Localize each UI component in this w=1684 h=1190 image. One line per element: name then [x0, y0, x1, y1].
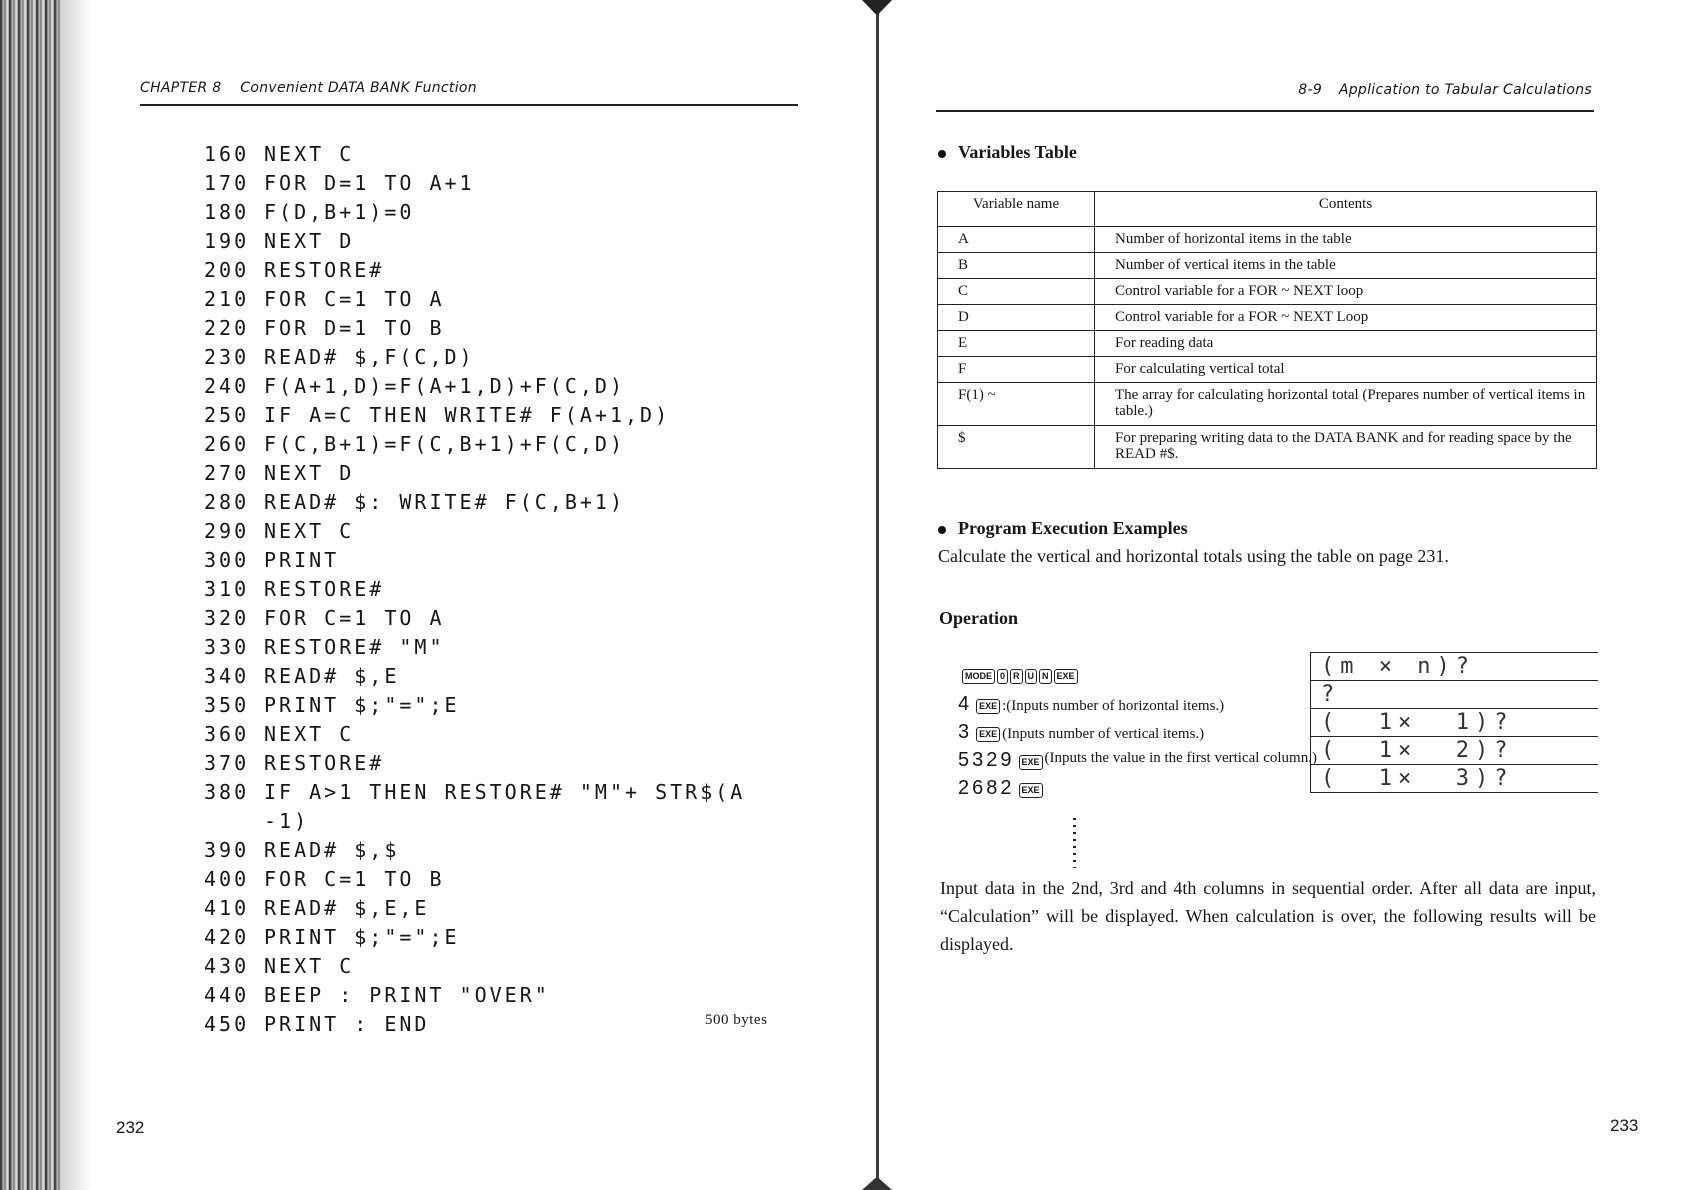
variable-contents-cell: Number of vertical items in the table	[1095, 253, 1597, 279]
code-line	[204, 952, 745, 981]
key-exe-icon: EXE	[1019, 755, 1043, 770]
lcd-display	[1310, 652, 1598, 793]
line-code: NEXT C	[264, 954, 355, 978]
line-number: 330	[204, 635, 250, 659]
variable-name-cell: F	[938, 357, 1095, 383]
variable-name-cell: A	[938, 227, 1095, 253]
line-number: 300	[204, 548, 250, 572]
key-note: (Inputs the value in the first vertical column.)	[1044, 750, 1317, 766]
code-line	[204, 923, 745, 952]
key-line	[958, 660, 1245, 688]
line-number: 250	[204, 403, 250, 427]
line-code: RESTORE# "M"	[264, 635, 445, 659]
code-line	[204, 894, 745, 923]
code-line	[204, 256, 745, 285]
line-number: 280	[204, 490, 250, 514]
variable-contents-cell: Number of horizontal items in the table	[1095, 227, 1597, 253]
entry-value: 2682	[958, 777, 1015, 799]
line-number: 430	[204, 954, 250, 978]
left-page-number: 232	[116, 1118, 145, 1137]
code-line	[204, 662, 745, 691]
code-line	[204, 633, 745, 662]
table-row	[938, 383, 1597, 426]
continuation-dots	[1073, 818, 1076, 868]
col-header-contents: Contents	[1095, 192, 1597, 227]
right-running-header	[1298, 82, 1592, 98]
right-page-number: 233	[1610, 1116, 1639, 1135]
line-code: -1)	[264, 809, 310, 833]
line-number: 400	[204, 867, 250, 891]
line-code: PRINT $;"=";E	[264, 925, 460, 949]
line-number: 420	[204, 925, 250, 949]
code-line	[204, 691, 745, 720]
code-line	[204, 343, 745, 372]
line-number: 220	[204, 316, 250, 340]
bullet-icon	[938, 526, 946, 534]
right-header-rule	[936, 110, 1594, 112]
code-line	[204, 778, 745, 807]
gutter-bottom-mark	[862, 1178, 892, 1190]
key-exe-icon: EXE	[976, 699, 1000, 714]
variable-name-cell: E	[938, 331, 1095, 357]
line-number: 190	[204, 229, 250, 253]
line-number: 450	[204, 1012, 250, 1036]
line-number: 270	[204, 461, 250, 485]
gutter-top-mark	[862, 0, 892, 14]
line-number: 180	[204, 200, 250, 224]
key-note: (Inputs number of vertical items.)	[1002, 726, 1205, 742]
code-line	[204, 314, 745, 343]
operation-heading: Operation	[939, 608, 1018, 628]
variable-name-cell: B	[938, 253, 1095, 279]
key-line	[958, 718, 1245, 746]
page-gutter	[876, 0, 879, 1190]
line-code: FOR C=1 TO A	[264, 287, 445, 311]
execution-examples-heading	[938, 518, 1188, 539]
book-binding	[0, 0, 60, 1190]
line-code: RESTORE#	[264, 577, 385, 601]
line-number: 170	[204, 171, 250, 195]
line-number: 210	[204, 287, 250, 311]
line-number: 240	[204, 374, 250, 398]
code-line	[204, 604, 745, 633]
line-number: 260	[204, 432, 250, 456]
line-number: 200	[204, 258, 250, 282]
variable-name-cell: D	[938, 305, 1095, 331]
line-code: FOR D=1 TO A+1	[264, 171, 475, 195]
entry-value: 3	[958, 721, 973, 743]
code-line	[204, 720, 745, 749]
line-code: NEXT C	[264, 142, 355, 166]
code-line	[204, 865, 745, 894]
line-number: 350	[204, 693, 250, 717]
key-exe-icon: EXE	[1019, 783, 1043, 798]
key-r-icon: R	[1010, 669, 1023, 684]
line-code: F(D,B+1)=0	[264, 200, 415, 224]
code-line	[204, 140, 745, 169]
line-code: FOR C=1 TO B	[264, 867, 445, 891]
key-exe-icon: EXE	[976, 727, 1000, 742]
result-paragraph: Input data in the 2nd, 3rd and 4th columns in sequential order. After all data are input, “Calculation” will be displayed. When calculation is over, the following results will be displayed.	[940, 878, 1596, 954]
program-size: 500 bytes	[705, 1012, 768, 1028]
section-number: 8-9	[1298, 82, 1323, 98]
key-line	[958, 690, 1245, 718]
line-number: 360	[204, 722, 250, 746]
variable-name-cell: $	[938, 426, 1095, 469]
line-code: IF A=C THEN WRITE# F(A+1,D)	[264, 403, 671, 427]
variable-name-cell: F(1) ~	[938, 383, 1095, 426]
line-code: PRINT $;"=";E	[264, 693, 460, 717]
variables-table-heading	[938, 142, 1077, 163]
line-code: READ# $,E,E	[264, 896, 430, 920]
key-0-icon: 0	[997, 669, 1008, 684]
line-code: PRINT	[264, 548, 340, 572]
key-sequence	[958, 660, 1317, 802]
entry-value: 4	[958, 693, 973, 715]
line-number: 410	[204, 896, 250, 920]
line-code: FOR D=1 TO B	[264, 316, 445, 340]
chapter-title: Convenient DATA BANK Function	[240, 80, 477, 96]
variable-name-cell: C	[938, 279, 1095, 305]
line-code: IF A>1 THEN RESTORE# "M"+ STR$(A	[264, 780, 746, 804]
table-row	[938, 305, 1597, 331]
variable-contents-cell: For preparing writing data to the DATA BANK and for reading space by the READ #$.	[1095, 426, 1597, 469]
key-u-icon: U	[1025, 669, 1038, 684]
line-number: 340	[204, 664, 250, 688]
line-code: NEXT C	[264, 722, 355, 746]
line-number: 390	[204, 838, 250, 862]
section-title: Application to Tabular Calculations	[1338, 82, 1592, 98]
code-line	[204, 169, 745, 198]
line-code: NEXT D	[264, 229, 355, 253]
intro-text: Calculate the vertical and horizontal totals using the table on page 231.	[938, 546, 1449, 566]
line-number: 370	[204, 751, 250, 775]
line-number: 320	[204, 606, 250, 630]
line-code: NEXT D	[264, 461, 355, 485]
lcd-row: ( 1× 2)?	[1310, 736, 1598, 764]
line-number: 230	[204, 345, 250, 369]
line-number: 310	[204, 577, 250, 601]
variable-contents-cell: Control variable for a FOR ~ NEXT Loop	[1095, 305, 1597, 331]
chapter-label: CHAPTER 8	[140, 80, 222, 96]
line-code: READ# $,E	[264, 664, 400, 688]
code-line	[204, 372, 745, 401]
line-code: RESTORE#	[264, 751, 385, 775]
code-line	[204, 749, 745, 778]
line-code: NEXT C	[264, 519, 355, 543]
line-code: F(A+1,D)=F(A+1,D)+F(C,D)	[264, 374, 625, 398]
left-running-header	[140, 80, 477, 96]
lcd-row: ?	[1310, 680, 1598, 708]
col-header-variable: Variable name	[938, 192, 1095, 227]
line-code: BEEP : PRINT "OVER"	[264, 983, 550, 1007]
lcd-row: ( 1× 1)?	[1310, 708, 1598, 736]
key-line	[958, 746, 1317, 774]
table-row	[938, 253, 1597, 279]
line-number: 440	[204, 983, 250, 1007]
code-line	[204, 1010, 745, 1039]
table-row	[938, 331, 1597, 357]
code-line	[204, 401, 745, 430]
table-row	[938, 426, 1597, 469]
line-number: 290	[204, 519, 250, 543]
line-code: RESTORE#	[264, 258, 385, 282]
variable-contents-cell: The array for calculating horizontal total (Prepares number of vertical items in table.)	[1095, 383, 1597, 426]
table-row	[938, 227, 1597, 253]
key-line	[958, 774, 1245, 802]
key-exe-icon: EXE	[1054, 669, 1078, 684]
table-row	[938, 279, 1597, 305]
key-note: :(Inputs number of horizontal items.)	[1002, 698, 1225, 714]
line-code: FOR C=1 TO A	[264, 606, 445, 630]
code-line	[204, 198, 745, 227]
code-line	[204, 575, 745, 604]
key-mode-icon: MODE	[962, 669, 995, 684]
line-code: READ# $: WRITE# F(C,B+1)	[264, 490, 625, 514]
lcd-row: (m × n)?	[1310, 652, 1598, 680]
code-line	[204, 459, 745, 488]
binding-shadow	[60, 0, 90, 1190]
lcd-row: ( 1× 3)?	[1310, 764, 1598, 793]
code-line	[204, 836, 745, 865]
variables-table	[937, 191, 1597, 469]
code-line	[204, 227, 745, 256]
table-row	[938, 357, 1597, 383]
code-line	[204, 285, 745, 314]
variable-contents-cell: For calculating vertical total	[1095, 357, 1597, 383]
variables-heading-text: Variables Table	[958, 142, 1077, 162]
entry-value: 5329	[958, 749, 1015, 771]
line-number: 380	[204, 780, 250, 804]
code-line	[204, 488, 745, 517]
line-code: READ# $,F(C,D)	[264, 345, 475, 369]
exec-heading-text: Program Execution Examples	[958, 518, 1188, 538]
code-line	[204, 546, 745, 575]
code-line	[204, 807, 745, 836]
code-line	[204, 981, 745, 1010]
line-code: READ# $,$	[264, 838, 400, 862]
line-code: F(C,B+1)=F(C,B+1)+F(C,D)	[264, 432, 625, 456]
variable-contents-cell: Control variable for a FOR ~ NEXT loop	[1095, 279, 1597, 305]
code-line	[204, 517, 745, 546]
left-header-rule	[140, 104, 798, 106]
code-line	[204, 430, 745, 459]
line-number: 160	[204, 142, 250, 166]
variable-contents-cell: For reading data	[1095, 331, 1597, 357]
bullet-icon	[938, 150, 946, 158]
key-n-icon: N	[1039, 669, 1052, 684]
line-code: PRINT : END	[264, 1012, 430, 1036]
program-listing	[204, 140, 745, 1039]
